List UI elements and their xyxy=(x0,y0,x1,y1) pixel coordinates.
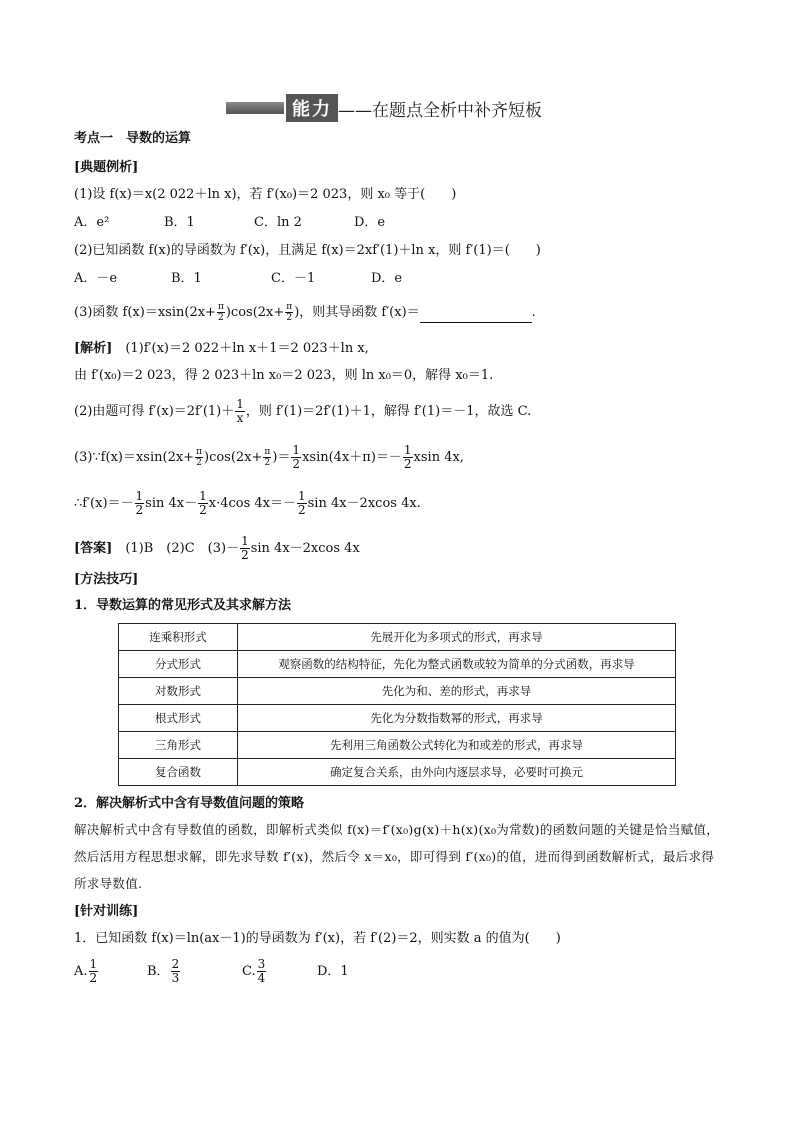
option-d: D．e xyxy=(354,215,386,230)
numerator: 1 xyxy=(89,957,98,971)
fraction xyxy=(257,958,267,985)
solution-text: (1)f′(x)＝2 022＋ln x＋1＝2 023＋ln x, xyxy=(125,341,369,356)
fraction xyxy=(235,398,245,425)
solution-text: )cos(2x+ xyxy=(204,450,263,465)
numerator: π xyxy=(286,302,293,312)
solution-text: (3)∵f(x)＝xsin(2x+ xyxy=(74,450,195,465)
denominator: 2 xyxy=(241,548,249,562)
fraction xyxy=(297,490,307,517)
question-1: (1)设 f(x)＝x(2 022＋ln x)，若 f′(x₀)＝2 023，则 x₀ 等于( ) xyxy=(74,187,457,202)
method-paragraph: 解决解析式中含有导数值的函数，即解析式类似 f(x)＝f′(x₀)g(x)＋h(x)(x₀为常数)的函数问题的关键是恰当赋值，然后活用方程思想求解，即先求导数 f′(x)，然后令 x＝x₀，即可得到 f′(x₀)的值，进而得到函数解析式，最后求得所求导数值. xyxy=(74,822,720,891)
numerator: 1 xyxy=(297,489,306,503)
fraction xyxy=(171,958,181,985)
denominator: 2 xyxy=(218,313,224,323)
numerator: π xyxy=(217,302,224,312)
answer-blank xyxy=(420,308,532,323)
denominator: x xyxy=(236,411,244,425)
example-heading: [典题例析] xyxy=(74,160,139,175)
fraction xyxy=(135,490,145,517)
solution-line-4 xyxy=(74,444,464,471)
answer-label: [答案] xyxy=(74,541,113,556)
fraction xyxy=(291,444,301,471)
option-a: A．－e xyxy=(74,271,118,286)
question-3 xyxy=(74,302,536,323)
q3-text-a: (3)函数 f(x)＝xsin(2x+ xyxy=(74,305,216,320)
denominator: 2 xyxy=(196,458,202,468)
solution-line-1 xyxy=(74,340,369,358)
numerator: π xyxy=(196,447,202,457)
practice-heading: [针对训练] xyxy=(74,904,139,919)
solution-text: ，则 f′(1)＝2f′(1)＋1，解得 f′(1)＝－1，故选 C. xyxy=(245,404,532,419)
table-row xyxy=(119,759,676,786)
method-type-cell: 三角形式 xyxy=(119,732,238,759)
method-approach-cell: 先展开化为多项式的形式，再求导 xyxy=(238,624,676,651)
denominator: 2 xyxy=(292,457,301,471)
option-label: A. xyxy=(74,964,88,979)
question-2: (2)已知函数 f(x)的导函数为 f′(x)，且满足 f(x)＝2xf′(1)＋ln x，则 f′(1)＝( ) xyxy=(74,243,541,258)
question-2-options xyxy=(74,270,402,288)
numerator: π xyxy=(264,447,271,457)
method-title-1: 1．导数运算的常见形式及其求解方法 xyxy=(74,598,292,613)
solution-text: xsin 4x, xyxy=(413,450,464,465)
denominator: 2 xyxy=(286,313,293,323)
numerator: 1 xyxy=(241,534,249,548)
denominator: 2 xyxy=(199,503,207,517)
option-a: A．e² xyxy=(74,215,110,230)
option-a xyxy=(74,958,147,985)
solution-text: x·4cos 4x＝－ xyxy=(208,496,296,511)
table-row xyxy=(119,651,676,678)
fraction xyxy=(89,958,99,985)
option-b: B．1 xyxy=(164,215,195,230)
denominator: 2 xyxy=(403,457,412,471)
practice-question-1: 1．已知函数 f(x)＝ln(ax－1)的导函数为 f′(x)，若 f′(2)＝2，则实数 a 的值为( ) xyxy=(74,931,561,946)
answer-line xyxy=(74,535,360,562)
fraction xyxy=(285,302,293,323)
banner-subtitle: ——在题点全析中补齐短板 xyxy=(338,100,542,121)
table-row xyxy=(119,732,676,759)
solution-text: xsin(4x＋π)＝－ xyxy=(302,450,402,465)
q3-end: . xyxy=(531,305,536,320)
method-approach-cell: 确定复合关系，由外向内逐层求导，必要时可换元 xyxy=(238,759,676,786)
denominator: 2 xyxy=(89,971,98,985)
solution-line-5 xyxy=(74,490,421,517)
banner-bar xyxy=(226,102,284,114)
fraction xyxy=(195,447,203,468)
fraction xyxy=(263,447,271,468)
method-type-cell: 分式形式 xyxy=(119,651,238,678)
method-approach-cell: 先化为和、差的形式，再求导 xyxy=(238,678,676,705)
numerator: 1 xyxy=(403,443,412,457)
option-c xyxy=(242,958,317,985)
section-title: 考点一 导数的运算 xyxy=(74,131,192,146)
option-b: B．1 xyxy=(171,271,202,286)
option-b xyxy=(147,958,242,985)
method-type-cell: 复合函数 xyxy=(119,759,238,786)
numerator: 2 xyxy=(171,957,180,971)
numerator: 1 xyxy=(135,489,144,503)
solution-text: (2)由题可得 f′(x)＝2f′(1)＋ xyxy=(74,404,235,419)
solution-text: )＝ xyxy=(272,450,291,465)
banner-tag: 能力 xyxy=(286,94,338,122)
numerator: 3 xyxy=(257,957,266,971)
solution-label: [解析] xyxy=(74,341,113,356)
solution-line-3 xyxy=(74,398,531,425)
method-type-cell: 连乘积形式 xyxy=(119,624,238,651)
option-d: D．e xyxy=(371,271,403,286)
table-row xyxy=(119,624,676,651)
denominator: 3 xyxy=(171,971,180,985)
denominator: 2 xyxy=(135,503,144,517)
option-label: B． xyxy=(147,964,170,979)
answer-text: sin 4x－2xcos 4x xyxy=(250,541,360,556)
methods-table xyxy=(118,623,676,786)
table-row xyxy=(119,678,676,705)
method-type-cell: 对数形式 xyxy=(119,678,238,705)
fraction xyxy=(217,302,225,323)
solution-text: sin 4x－2xcos 4x. xyxy=(307,496,421,511)
fraction xyxy=(240,535,250,562)
solution-line-2: 由 f′(x₀)＝2 023，得 2 023＋ln x₀＝2 023，则 ln x₀＝0，解得 x₀＝1. xyxy=(74,368,494,383)
solution-text: sin 4x－ xyxy=(145,496,198,511)
q3-text-c: )，则其导函数 f′(x)＝ xyxy=(294,305,420,320)
option-c: C．ln 2 xyxy=(254,215,302,230)
option-c: C．－1 xyxy=(271,271,316,286)
solution-text: ∴f′(x)＝－ xyxy=(74,496,134,511)
option-label: C. xyxy=(242,964,256,979)
q3-text-b: )cos(2x+ xyxy=(225,305,285,320)
option-d: D．1 xyxy=(317,964,349,979)
method-type-cell: 根式形式 xyxy=(119,705,238,732)
numerator: 1 xyxy=(236,397,244,411)
method-title-2: 2．解决解析式中含有导数值问题的策略 xyxy=(74,796,305,811)
denominator: 4 xyxy=(257,971,266,985)
fraction xyxy=(198,490,208,517)
table-row xyxy=(119,705,676,732)
method-heading: [方法技巧] xyxy=(74,572,139,587)
section-banner xyxy=(226,96,542,120)
numerator: 1 xyxy=(199,489,207,503)
fraction xyxy=(403,444,413,471)
method-approach-cell: 观察函数的结构特征，先化为整式函数或较为简单的分式函数，再求导 xyxy=(238,651,676,678)
denominator: 2 xyxy=(297,503,306,517)
method-approach-cell: 先化为分数指数幂的形式，再求导 xyxy=(238,705,676,732)
denominator: 2 xyxy=(264,458,271,468)
numerator: 1 xyxy=(292,443,301,457)
practice-options xyxy=(74,958,349,985)
question-1-options xyxy=(74,214,385,232)
method-approach-cell: 先利用三角函数公式转化为和或差的形式，再求导 xyxy=(238,732,676,759)
answer-text: (1)B (2)C (3)－ xyxy=(125,541,240,556)
